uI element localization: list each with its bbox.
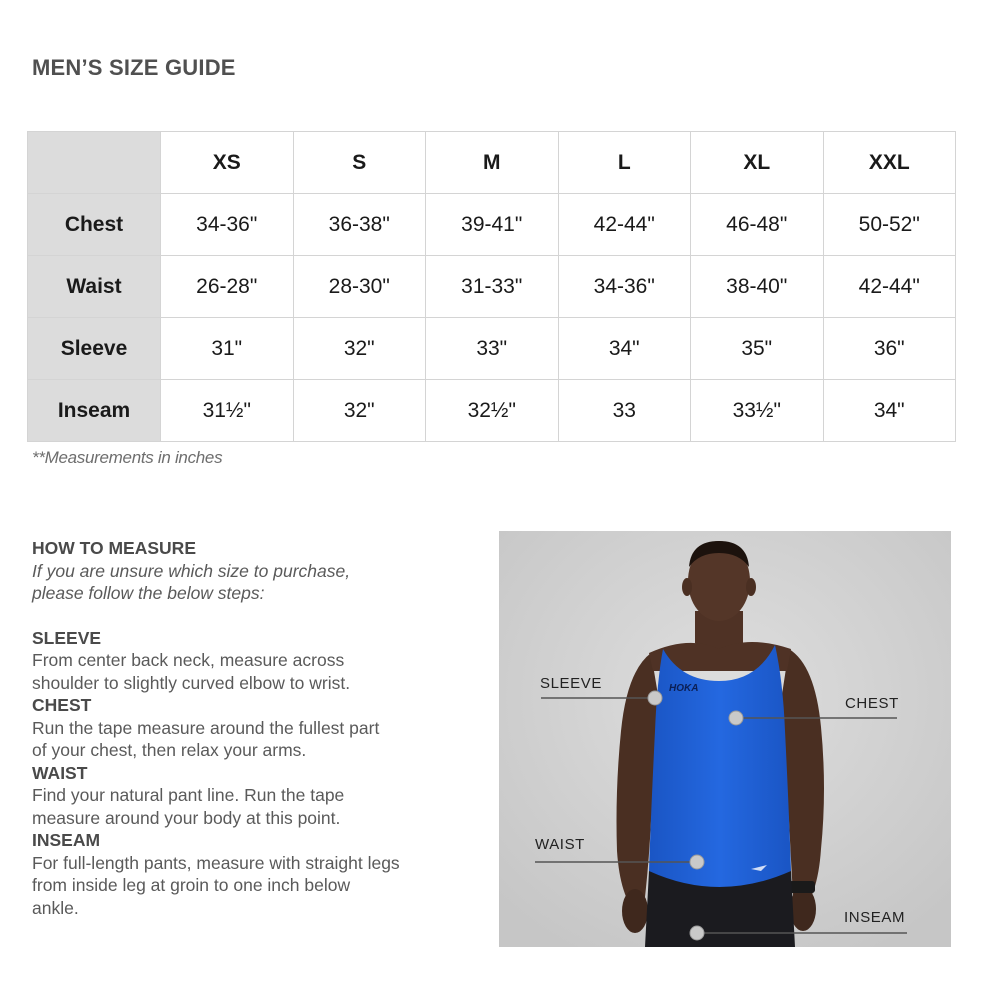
table-cell: 46-48" [691,194,824,256]
table-cell: 39-41" [426,194,559,256]
shirt-logo: HOKA [669,683,699,694]
table-cell: 50-52" [823,194,956,256]
row-label-chest: Chest [28,194,161,256]
size-header-l: L [558,132,691,194]
table-row-inseam [28,380,956,442]
measurement-note: **Measurements in inches [32,448,223,467]
size-header-xl: XL [691,132,824,194]
table-cell: 33½" [691,380,824,442]
table-cell: 32" [293,318,426,380]
table-cell: 32½" [426,380,559,442]
table-cell: 38-40" [691,256,824,318]
waist-label: WAIST [535,836,585,853]
table-cell: 34-36" [558,256,691,318]
table-cell: 31" [161,318,294,380]
chest-heading: CHEST [32,695,92,715]
watch-icon [789,881,815,893]
size-header-xs: XS [161,132,294,194]
model-illustration [499,531,951,947]
table-row-sleeve [28,318,956,380]
table-cell: 34" [823,380,956,442]
table-cell: 34-36" [161,194,294,256]
size-header-m: M [426,132,559,194]
size-header-xxl: XXL [823,132,956,194]
table-cell: 34" [558,318,691,380]
how-to-measure-heading: HOW TO MEASURE [32,538,196,558]
size-table [27,131,956,442]
row-label-sleeve: Sleeve [28,318,161,380]
how-to-measure-section [32,537,472,919]
sleeve-instruction: shoulder to slightly curved elbow to wrist. [32,672,351,693]
table-cell: 33 [558,380,691,442]
table-cell: 31½" [161,380,294,442]
row-label-waist: Waist [28,256,161,318]
intro-line: If you are unsure which size to purchase, [32,560,351,581]
intro-line: please follow the below steps: [32,583,265,603]
table-cell: 33" [426,318,559,380]
table-cell: 32" [293,380,426,442]
sleeve-instruction: From center back neck, measure across [32,650,345,670]
table-corner-cell [28,132,161,194]
row-label-inseam: Inseam [28,380,161,442]
table-cell: 26-28" [161,256,294,318]
inseam-instruction: For full-length pants, measure with straight legs [32,852,400,873]
page-title: MEN’S SIZE GUIDE [32,55,236,80]
inseam-instruction: ankle. [32,897,79,918]
table-row-waist [28,256,956,318]
table-cell: 42-44" [558,194,691,256]
sleeve-heading: SLEEVE [32,627,102,648]
waist-instruction: measure around your body at this point. [32,807,341,828]
waist-heading: WAIST [32,762,88,783]
chest-instruction: Run the tape measure around the fullest part [32,717,380,738]
model-photo [499,531,951,947]
inseam-label: INSEAM [844,909,906,926]
inseam-instruction: from inside leg at groin to one inch below [32,875,351,895]
chest-instruction: of your chest, then relax your arms. [32,740,307,760]
sleeve-label: SLEEVE [540,675,602,692]
chest-label: CHEST [845,695,899,712]
table-cell: 36" [823,318,956,380]
table-cell: 42-44" [823,256,956,318]
table-cell: 28-30" [293,256,426,318]
table-cell: 31-33" [426,256,559,318]
table-cell: 36-38" [293,194,426,256]
size-header-row [28,132,956,194]
table-row-chest [28,194,956,256]
inseam-heading: INSEAM [32,830,101,850]
size-header-s: S [293,132,426,194]
waist-instruction: Find your natural pant line. Run the tape [32,785,345,805]
table-cell: 35" [691,318,824,380]
